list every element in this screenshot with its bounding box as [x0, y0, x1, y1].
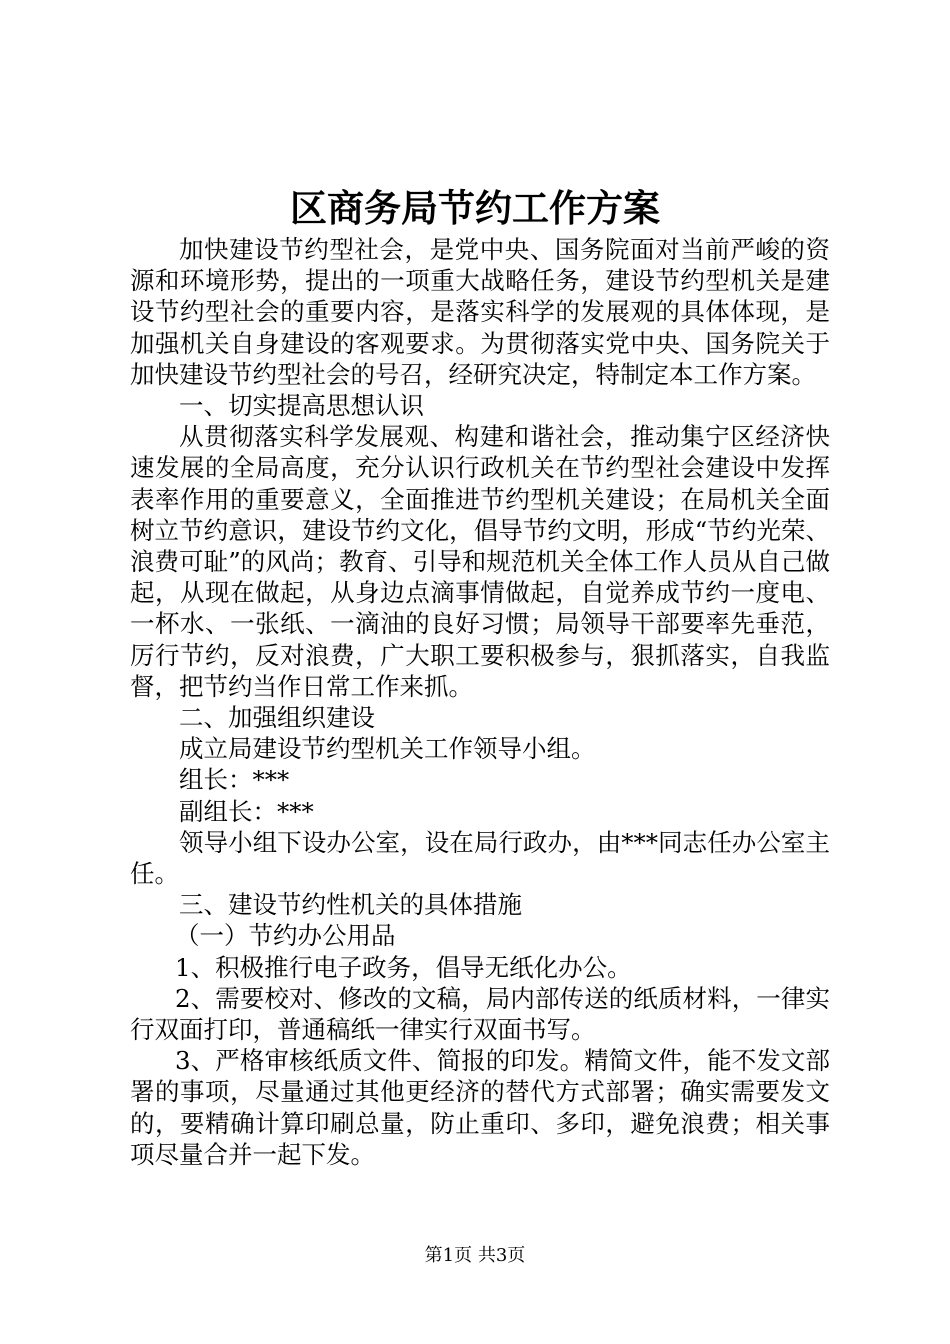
- section-1-paragraph: 从贯彻落实科学发展观、构建和谐社会，推动集宁区经济快速发展的全局高度，充分认识行政机关在节约型社会建设中发挥表率作用的重要意义，全面推进节约型机关建设；在局机关全面树立节约意识，建设节约文化，倡导节约文明，形成“节约光荣、浪费可耻”的风尚；教育、引导和规范机关全体工作人员从自己做起，从现在做起，从身边点滴事情做起，自觉养成节约一度电、一杯水、一张纸、一滴油的良好习惯；局领导干部要率先垂范，厉行节约，反对浪费，广大职工要积极参与，狠抓落实，自我监督，把节约当作日常工作来抓。: [130, 422, 830, 701]
- section-heading-3: 三、建设节约性机关的具体措施: [179, 890, 522, 920]
- measure-item-2: 2、需要校对、修改的文稿，局内部传送的纸质材料，一律实行双面打印，普通稿纸一律实行双面书写。: [130, 983, 830, 1045]
- intro-paragraph: 加快建设节约型社会，是党中央、国务院面对当前严峻的资源和环境形势，提出的一项重大战略任务，建设节约型机关是建设节约型社会的重要内容，是落实科学的发展观的具体体现，是加强机关自身建设的客观要求。为贯彻落实党中央、国务院关于加快建设节约型社会的号召，经研究决定，特制定本工作方案。: [130, 235, 830, 389]
- page-number-footer: 第1页 共3页: [424, 1245, 526, 1266]
- section-2-paragraph: 成立局建设节约型机关工作领导小组。: [179, 734, 596, 764]
- section-heading-1: 一、切实提高思想认识: [179, 391, 424, 421]
- measure-item-3: 3、严格审核纸质文件、简报的印发。精简文件，能不发文部署的事项，尽量通过其他更经济的替代方式部署；确实需要发文的，要精确计算印刷总量，防止重印、多印，避免浪费；相关事项尽量合并一起下发。: [130, 1046, 830, 1169]
- document-title: 区商务局节约工作方案: [290, 186, 660, 230]
- deputy-leader-line: 副组长：***: [179, 796, 314, 826]
- document-body: [130, 234, 830, 1170]
- group-leader-line: 组长：***: [179, 765, 290, 795]
- measure-item-1: 1、积极推行电子政务，倡导无纸化办公。: [175, 952, 632, 982]
- office-paragraph: 领导小组下设办公室，设在局行政办，由***同志任办公室主任。: [130, 827, 830, 889]
- section-heading-2: 二、加强组织建设: [179, 703, 375, 733]
- subsection-heading-1: （一）节约办公用品: [175, 921, 396, 951]
